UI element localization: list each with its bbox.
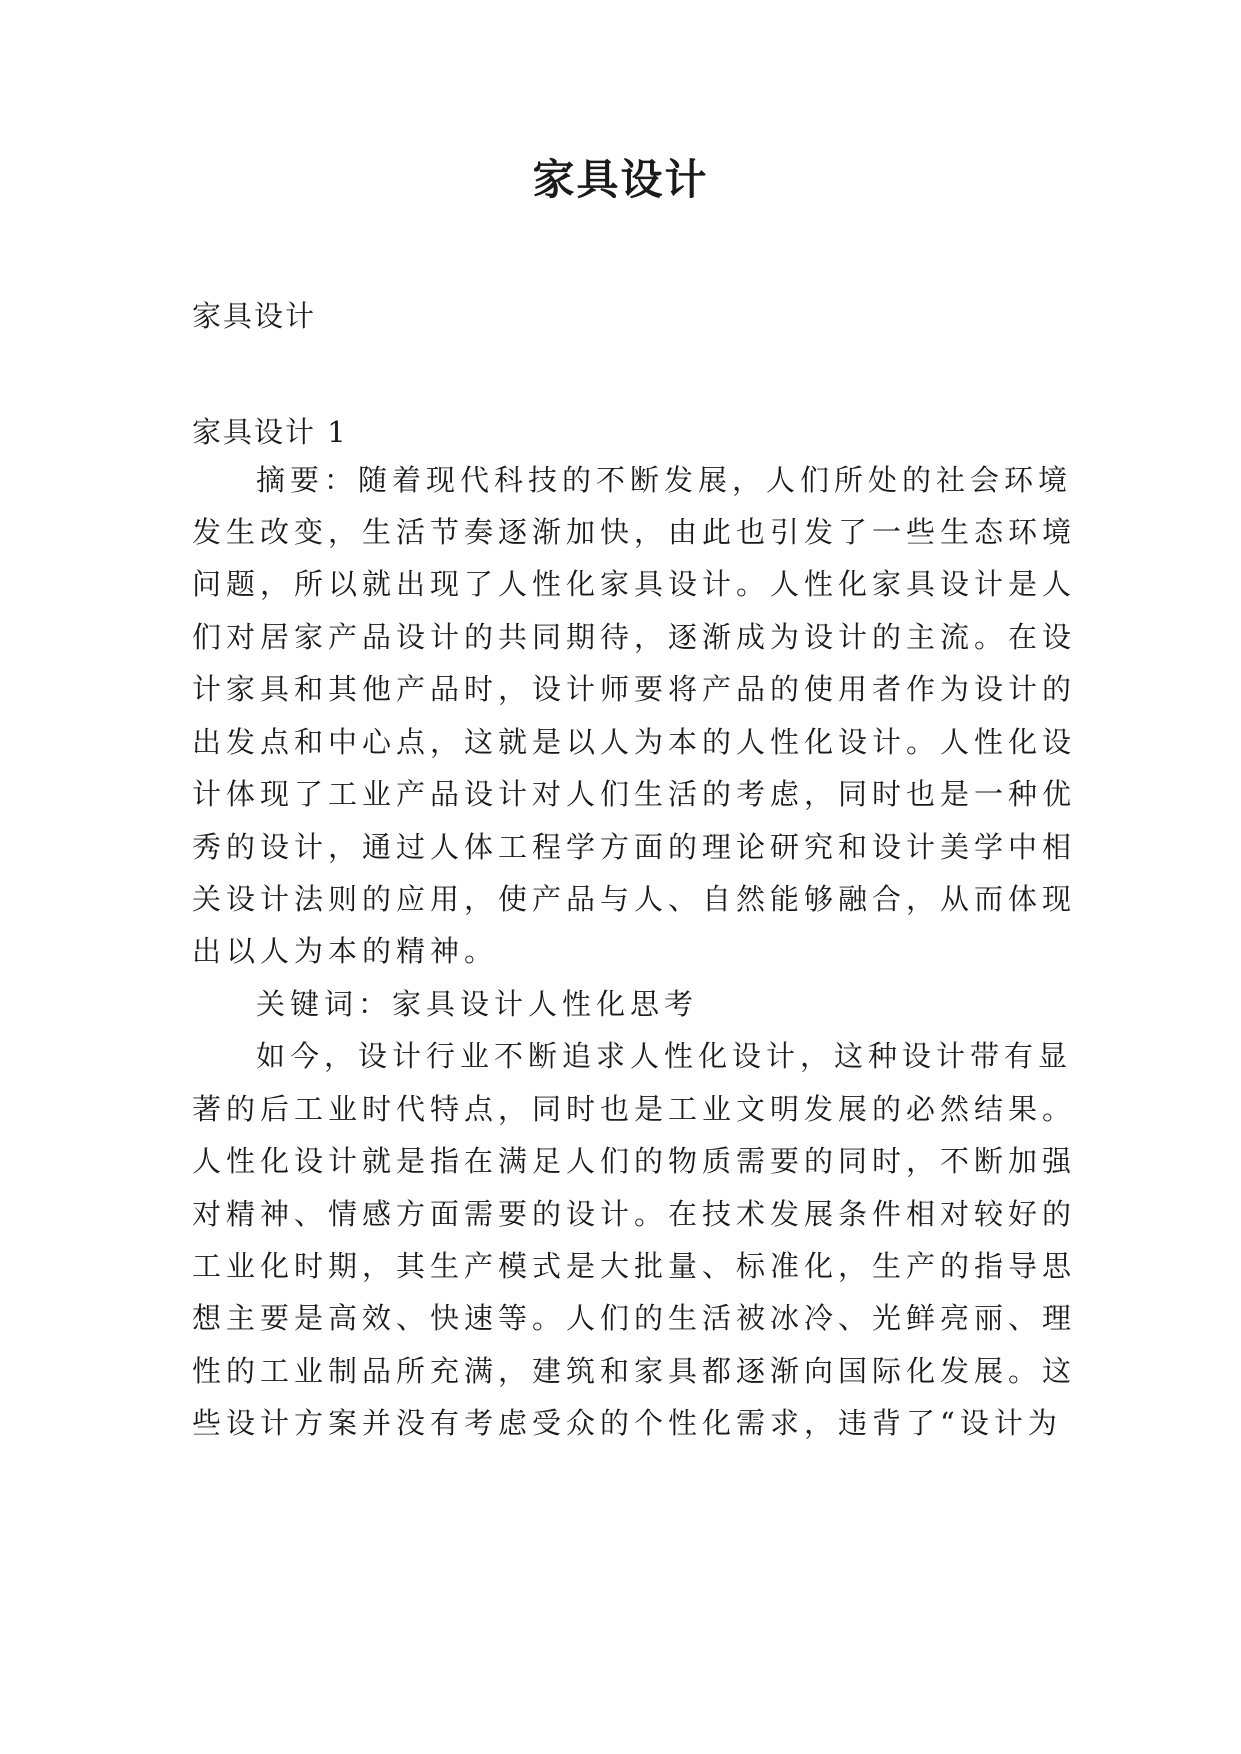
abstract-line: 计家具和其他产品时，设计师要将产品的使用者作为设计的 [192,672,1077,706]
abstract-line: 出发点和中心点，这就是以人为本的人性化设计。人性化设 [192,725,1077,759]
abstract-line: 计体现了工业产品设计对人们生活的考虑，同时也是一种优 [192,777,1077,811]
body-line: 对精神、情感方面需要的设计。在技术发展条件相对较好的 [192,1197,1077,1231]
abstract-line: 问题，所以就出现了人性化家具设计。人性化家具设计是人 [192,567,1077,601]
abstract-line: 秀的设计，通过人体工程学方面的理论研究和设计美学中相 [192,830,1077,864]
keywords-line: 关键词：家具设计人性化思考 [256,987,699,1021]
abstract-line: 摘要：随着现代科技的不断发展，人们所处的社会环境 [256,463,1073,497]
abstract-line: 们对居家产品设计的共同期待，逐渐成为设计的主流。在设 [192,620,1077,654]
section-heading: 家具设计 1 [192,415,348,449]
body-line: 著的后工业时代特点，同时也是工业文明发展的必然结果。 [192,1092,1077,1126]
abstract-line: 出以人为本的精神。 [192,934,499,968]
abstract-line: 关设计法则的应用，使产品与人、自然能够融合，从而体现 [192,882,1077,916]
body-line: 工业化时期，其生产模式是大批量、标准化，生产的指导思 [192,1249,1077,1283]
body-line: 想主要是高效、快速等。人们的生活被冰冷、光鲜亮丽、理 [192,1301,1077,1335]
document-title: 家具设计 [532,155,709,204]
body-line: 如今，设计行业不断追求人性化设计，这种设计带有显 [256,1039,1073,1073]
body-line: 些设计方案并没有考虑受众的个性化需求，违背了“设计为 [192,1406,1062,1440]
abstract-line: 发生改变，生活节奏逐渐加快，由此也引发了一些生态环境 [192,515,1077,549]
subheading: 家具设计 [192,299,317,333]
body-line: 性的工业制品所充满，建筑和家具都逐渐向国际化发展。这 [192,1354,1077,1388]
body-line: 人性化设计就是指在满足人们的物质需要的同时，不断加强 [192,1144,1077,1178]
